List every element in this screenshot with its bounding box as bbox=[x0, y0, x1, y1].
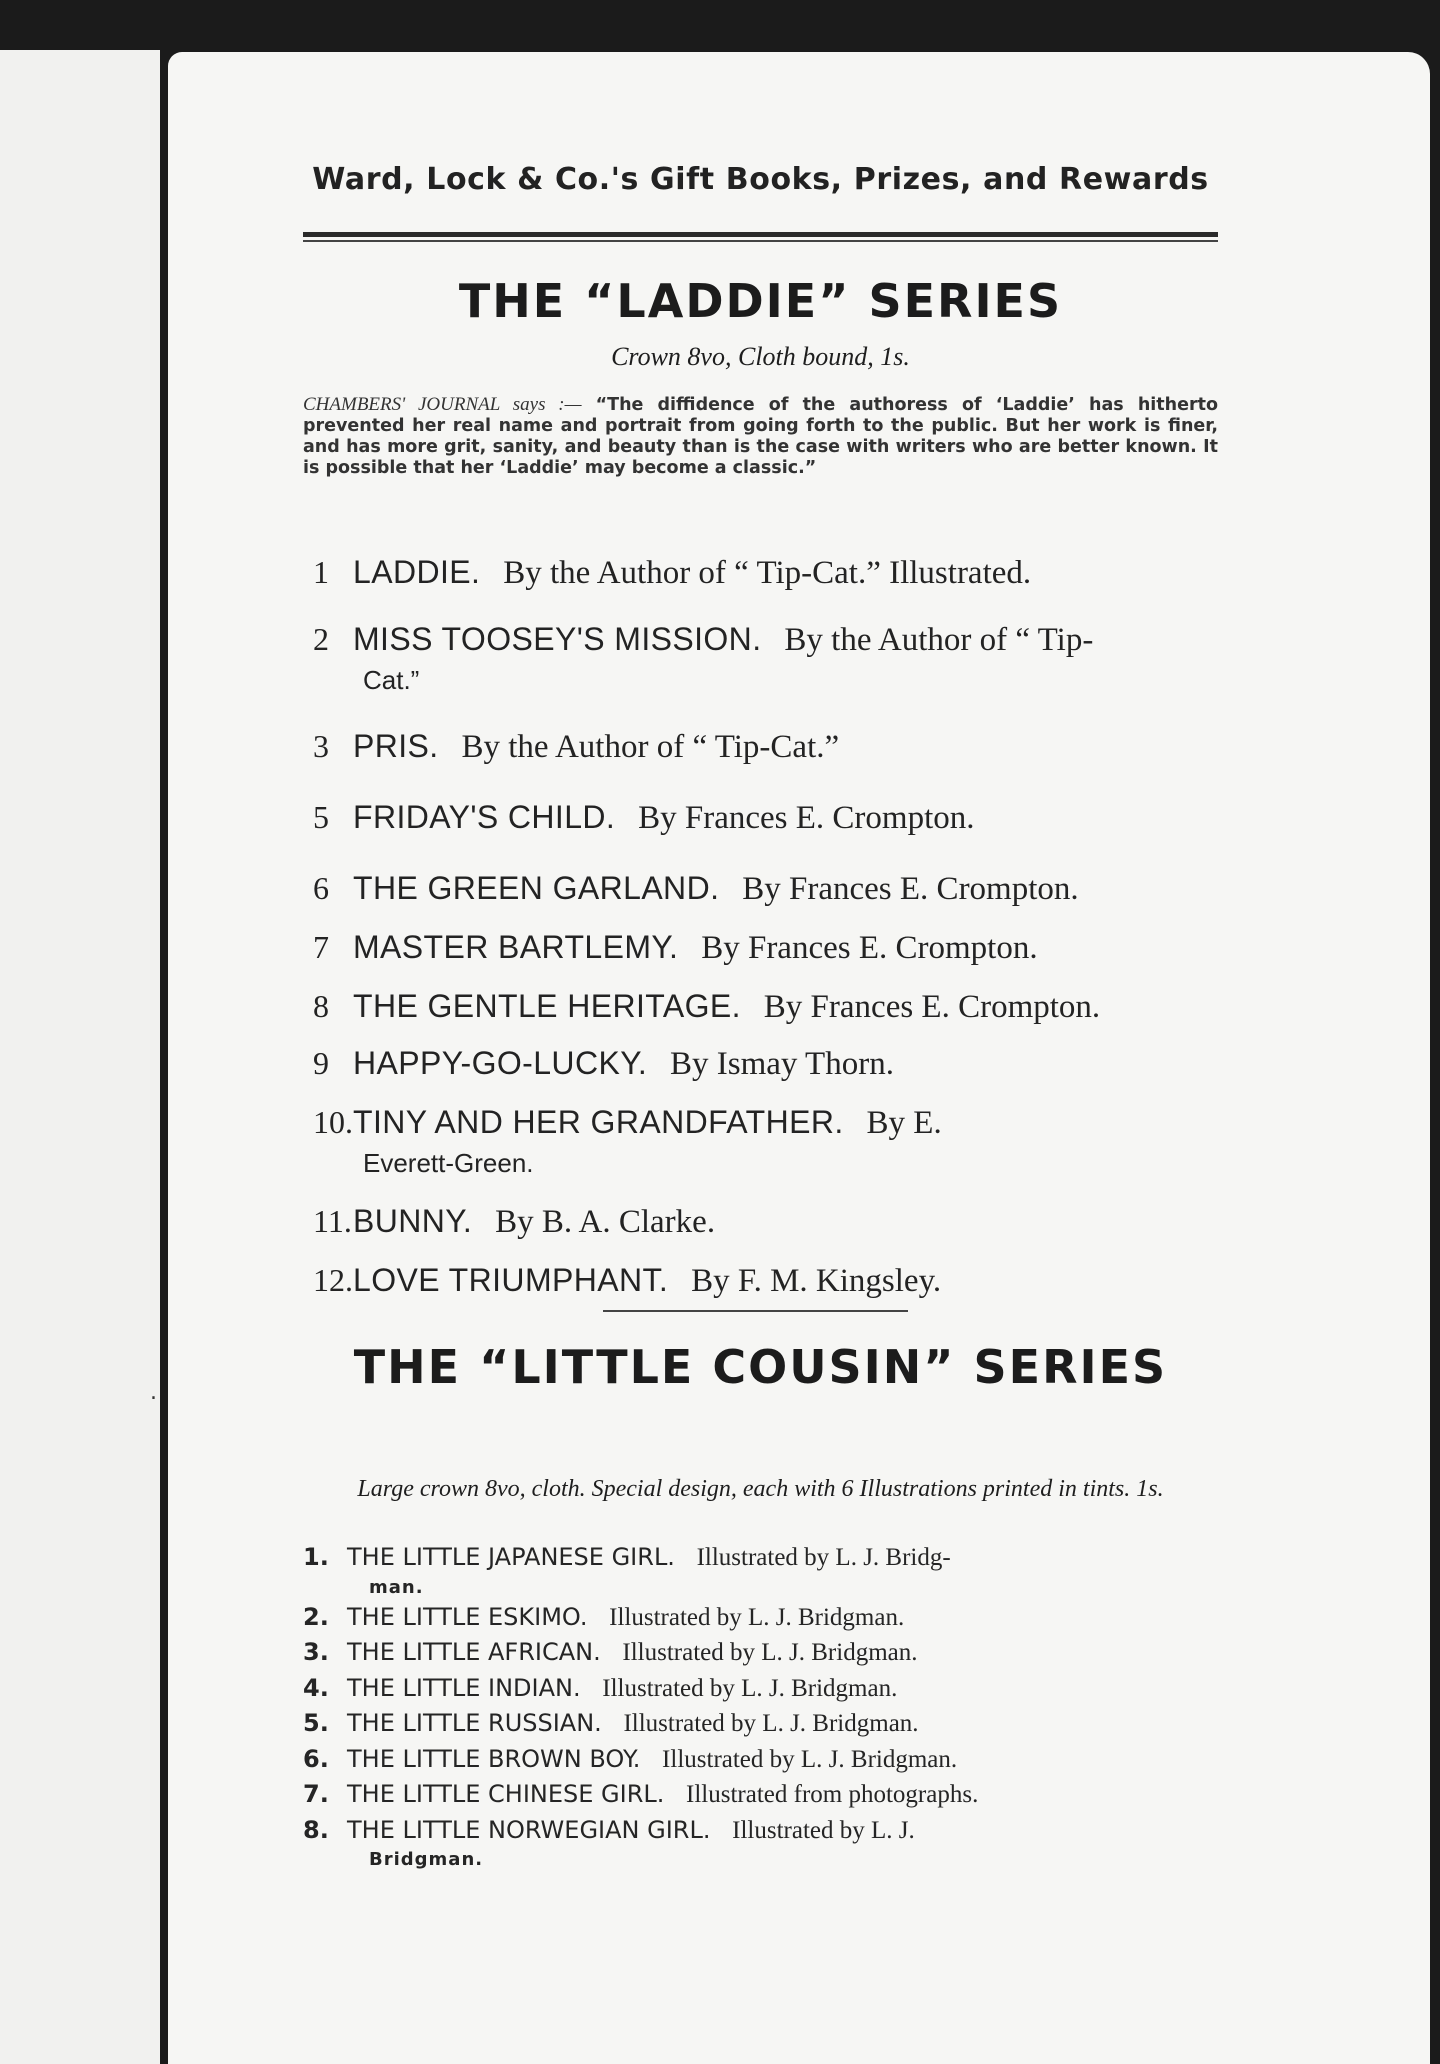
laddie-series-title: THE “LADDIE” SERIES bbox=[458, 274, 1063, 328]
book-attribution: Illustrated by L. J. Bridgman. bbox=[662, 1745, 958, 1773]
book-attribution: By Ismay Thorn. bbox=[670, 1046, 894, 1082]
book-attribution: Illustrated by L. J. Bridgman. bbox=[602, 1674, 898, 1702]
book-attribution: Illustrated by L. J. Bridgman. bbox=[622, 1639, 918, 1666]
item-number: 9 bbox=[313, 1045, 329, 1081]
list-item bbox=[313, 797, 1223, 838]
little-cousin-series-subtitle: Large crown 8vo, cloth. Special design, each with 6 Illustrations printed in tints. 1s. bbox=[357, 1476, 1164, 1502]
item-number: 3. bbox=[303, 1638, 329, 1666]
book-title: MASTER BARTLEMY. bbox=[353, 929, 679, 965]
book-title: THE LITTLE BROWN BOY. bbox=[347, 1744, 641, 1773]
list-item bbox=[313, 868, 1223, 909]
list-item bbox=[313, 927, 1223, 968]
item-number: 3 bbox=[313, 728, 329, 764]
laddie-series-subtitle: Crown 8vo, Cloth bound, 1s. bbox=[611, 342, 910, 371]
item-number: 4. bbox=[303, 1673, 329, 1702]
list-item bbox=[313, 726, 1223, 767]
item-number: 8. bbox=[303, 1815, 329, 1844]
book-attribution-continued: man. bbox=[369, 1576, 424, 1598]
book-title: THE LITTLE INDIAN. bbox=[347, 1673, 581, 1702]
item-number: 1 bbox=[313, 554, 329, 590]
item-number: 11. bbox=[313, 1203, 352, 1239]
book-title: THE LITTLE AFRICAN. bbox=[347, 1638, 601, 1666]
item-number: 6. bbox=[303, 1744, 329, 1773]
facing-page-edge bbox=[0, 50, 160, 2064]
book-attribution: By the Author of “ Tip- bbox=[784, 622, 1094, 658]
item-number: 8 bbox=[313, 988, 329, 1024]
book-attribution: Illustrated from photographs. bbox=[686, 1781, 979, 1808]
book-title: THE LITTLE JAPANESE GIRL. bbox=[347, 1543, 675, 1571]
header-rule-thin bbox=[303, 240, 1218, 242]
list-item bbox=[303, 1635, 1223, 1671]
laddie-book-list bbox=[313, 552, 1223, 1301]
item-number: 5 bbox=[313, 799, 329, 835]
list-item bbox=[313, 552, 1223, 593]
book-attribution: By Frances E. Crompton. bbox=[701, 930, 1038, 966]
header-rule bbox=[303, 232, 1218, 237]
book-page bbox=[168, 52, 1430, 2064]
book-attribution: By Frances E. Crompton. bbox=[763, 989, 1101, 1025]
section-divider bbox=[603, 1310, 908, 1312]
book-attribution: By the Author of “ Tip-Cat.” bbox=[461, 729, 840, 765]
item-number: 5. bbox=[303, 1709, 329, 1737]
book-title: BUNNY. bbox=[353, 1203, 473, 1239]
book-title: HAPPY-GO-LUCKY. bbox=[353, 1045, 648, 1081]
book-title: FRIDAY'S CHILD. bbox=[353, 799, 616, 835]
review-quote bbox=[303, 394, 1218, 479]
running-head: Ward, Lock & Co.'s Gift Books, Prizes, and Rewards bbox=[312, 162, 1209, 197]
book-attribution: By Frances E. Crompton. bbox=[638, 800, 975, 836]
book-title: MISS TOOSEY'S MISSION. bbox=[353, 621, 762, 657]
list-item bbox=[313, 1043, 1223, 1084]
book-title: LADDIE. bbox=[353, 554, 481, 590]
item-number: 6 bbox=[313, 870, 329, 906]
book-attribution: Illustrated by L. J. Bridg- bbox=[696, 1544, 951, 1571]
book-title: THE LITTLE NORWEGIAN GIRL. bbox=[347, 1815, 711, 1844]
book-title: PRIS. bbox=[353, 728, 439, 764]
book-attribution-continued: Bridgman. bbox=[369, 1849, 484, 1870]
quote-text: “The diffidence of the authoress of ‘Laddie’ has hitherto prevented her real name and portrait from going forth to the public. But her work is finer, and has more grit, sanity, and beauty than is the case with writers who are better known. It is possible that her ‘Laddie’ may become a classic.” bbox=[303, 395, 1219, 478]
book-title: THE LITTLE RUSSIAN. bbox=[347, 1709, 602, 1737]
list-item bbox=[303, 1706, 1223, 1742]
list-item bbox=[313, 1102, 1223, 1183]
book-attribution: By B. A. Clarke. bbox=[495, 1204, 716, 1240]
list-item bbox=[313, 1260, 1223, 1301]
book-title: LOVE TRIUMPHANT. bbox=[353, 1262, 669, 1298]
list-item bbox=[303, 1813, 1223, 1873]
book-attribution: Illustrated by L. J. Bridgman. bbox=[609, 1603, 905, 1631]
book-title: THE GREEN GARLAND. bbox=[353, 870, 720, 906]
list-item bbox=[313, 619, 1223, 700]
item-number: 2. bbox=[303, 1602, 329, 1631]
quote-source: CHAMBERS' JOURNAL says :— bbox=[303, 394, 582, 415]
item-number: 10. bbox=[313, 1104, 353, 1140]
list-item bbox=[303, 1742, 1223, 1778]
item-number: 7 bbox=[313, 929, 329, 965]
little-cousin-series-title: THE “LITTLE COUSIN” SERIES bbox=[353, 1340, 1168, 1394]
item-number: 12. bbox=[313, 1262, 353, 1298]
list-item bbox=[303, 1600, 1223, 1636]
item-number: 2 bbox=[313, 621, 329, 657]
book-attribution: By F. M. Kingsley. bbox=[691, 1263, 942, 1299]
list-item bbox=[303, 1540, 1223, 1600]
book-attribution-continued: Cat.” bbox=[363, 665, 420, 695]
list-item bbox=[313, 986, 1223, 1027]
book-title: THE LITTLE CHINESE GIRL. bbox=[347, 1780, 665, 1808]
book-attribution: By the Author of “ Tip-Cat.” Illustrated. bbox=[503, 555, 1032, 591]
margin-mark: . bbox=[150, 1380, 157, 1405]
book-attribution: By E. bbox=[866, 1105, 942, 1141]
book-title: THE LITTLE ESKIMO. bbox=[347, 1602, 588, 1631]
list-item bbox=[313, 1201, 1223, 1242]
book-title: THE GENTLE HERITAGE. bbox=[353, 988, 741, 1024]
book-title: TINY AND HER GRANDFATHER. bbox=[353, 1104, 844, 1140]
little-cousin-book-list bbox=[303, 1540, 1223, 1872]
book-attribution: Illustrated by L. J. Bridgman. bbox=[623, 1710, 919, 1737]
list-item bbox=[303, 1777, 1223, 1813]
book-attribution: By Frances E. Crompton. bbox=[742, 871, 1079, 907]
book-attribution: Illustrated by L. J. bbox=[732, 1816, 915, 1844]
item-number: 7. bbox=[303, 1780, 329, 1808]
book-attribution-continued: Everett-Green. bbox=[363, 1148, 534, 1178]
list-item bbox=[303, 1671, 1223, 1707]
item-number: 1. bbox=[303, 1543, 329, 1571]
